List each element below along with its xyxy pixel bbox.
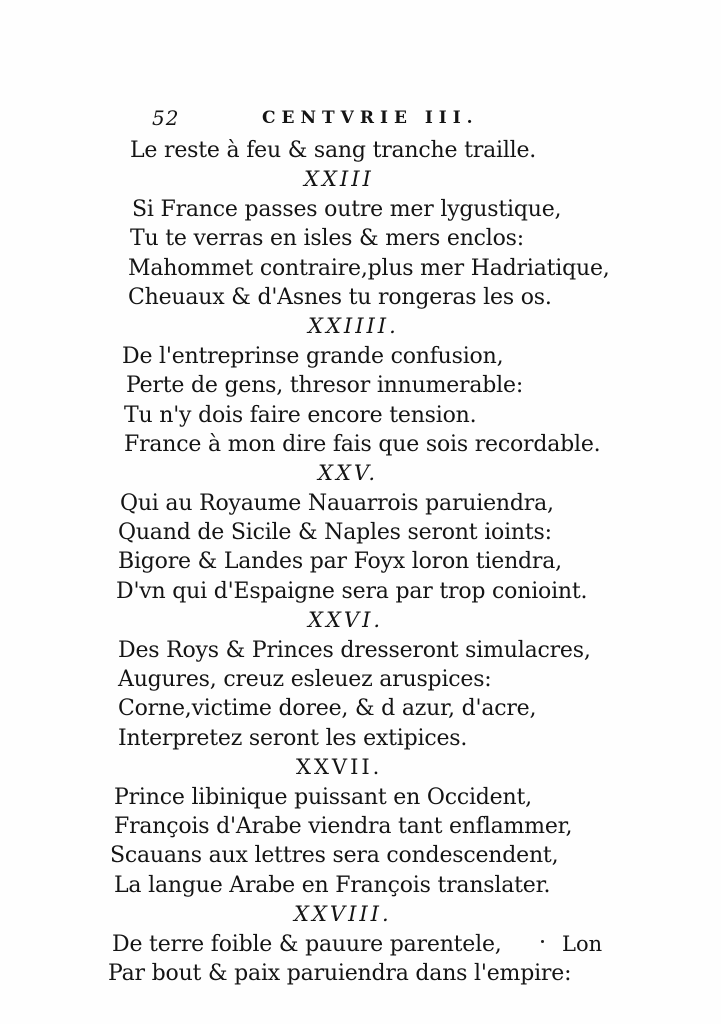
verse-line: Cheuaux & d'Asnes tu rongeras les os. (128, 284, 552, 310)
verse-line: France à mon dire fais que sois recordable. (124, 431, 601, 457)
verse-line: Bigore & Landes par Foyx loron tiendra, (118, 549, 562, 575)
quatrain-text (108, 136, 608, 988)
verse-line: Scauans aux lettres sera condescendent, (110, 843, 559, 869)
verse-line: Quand de Sicile & Naples seront ioints: (118, 520, 552, 546)
page-header (152, 106, 492, 132)
verse-line: Par bout & paix paruiendra dans l'empire: (108, 960, 572, 986)
verse-line: François d'Arabe viendra tant enflammer, (114, 813, 573, 839)
quatrain-number: XXV. (318, 461, 379, 486)
running-title: CENTVRIE III. (262, 108, 479, 128)
verse-line: Si France passes outre mer lygustique, (132, 196, 562, 222)
verse-line: De l'entreprinse grande confusion, (122, 343, 504, 369)
verse-line: Corne,victime doree, & d azur, d'acre, (118, 696, 537, 722)
verse-line: Augures, creuz esleuez aruspices: (118, 667, 492, 693)
verse-line: Le reste à feu & sang tranche traille. (130, 138, 537, 163)
verse-line: Tu n'y dois faire encore tension. (124, 402, 477, 428)
verse-line: Interpretez seront les extipices. (118, 725, 468, 751)
quatrain-number: XXIIII. (308, 314, 399, 339)
quatrain-number: XXVIII. (294, 902, 392, 927)
verse-line: Des Roys & Princes dresseront simulacres, (118, 637, 591, 663)
verse-line: La langue Arabe en François translater. (114, 872, 551, 898)
verse-line: De terre foible & pauure parentele, (112, 931, 502, 957)
quatrain-number: XXIII (304, 167, 374, 192)
verse-line: D'vn qui d'Espaigne sera par trop conioint. (116, 578, 588, 604)
verse-line: Prince libinique puissant en Occident, (114, 784, 532, 810)
catchword: Lon (562, 932, 603, 956)
printer-mark (541, 940, 544, 943)
verse-line: Mahommet contraire,plus mer Hadriatique, (128, 255, 610, 281)
verse-line: Tu te verras en isles & mers enclos: (130, 226, 524, 252)
verse-line: Perte de gens, thresor innumerable: (126, 373, 524, 399)
verse-line: Qui au Royaume Nauarrois paruiendra, (120, 490, 554, 516)
quatrain-number: XXVI. (308, 608, 384, 633)
page-number: 52 (152, 106, 180, 130)
quatrain-number: XXVII. (296, 755, 383, 780)
